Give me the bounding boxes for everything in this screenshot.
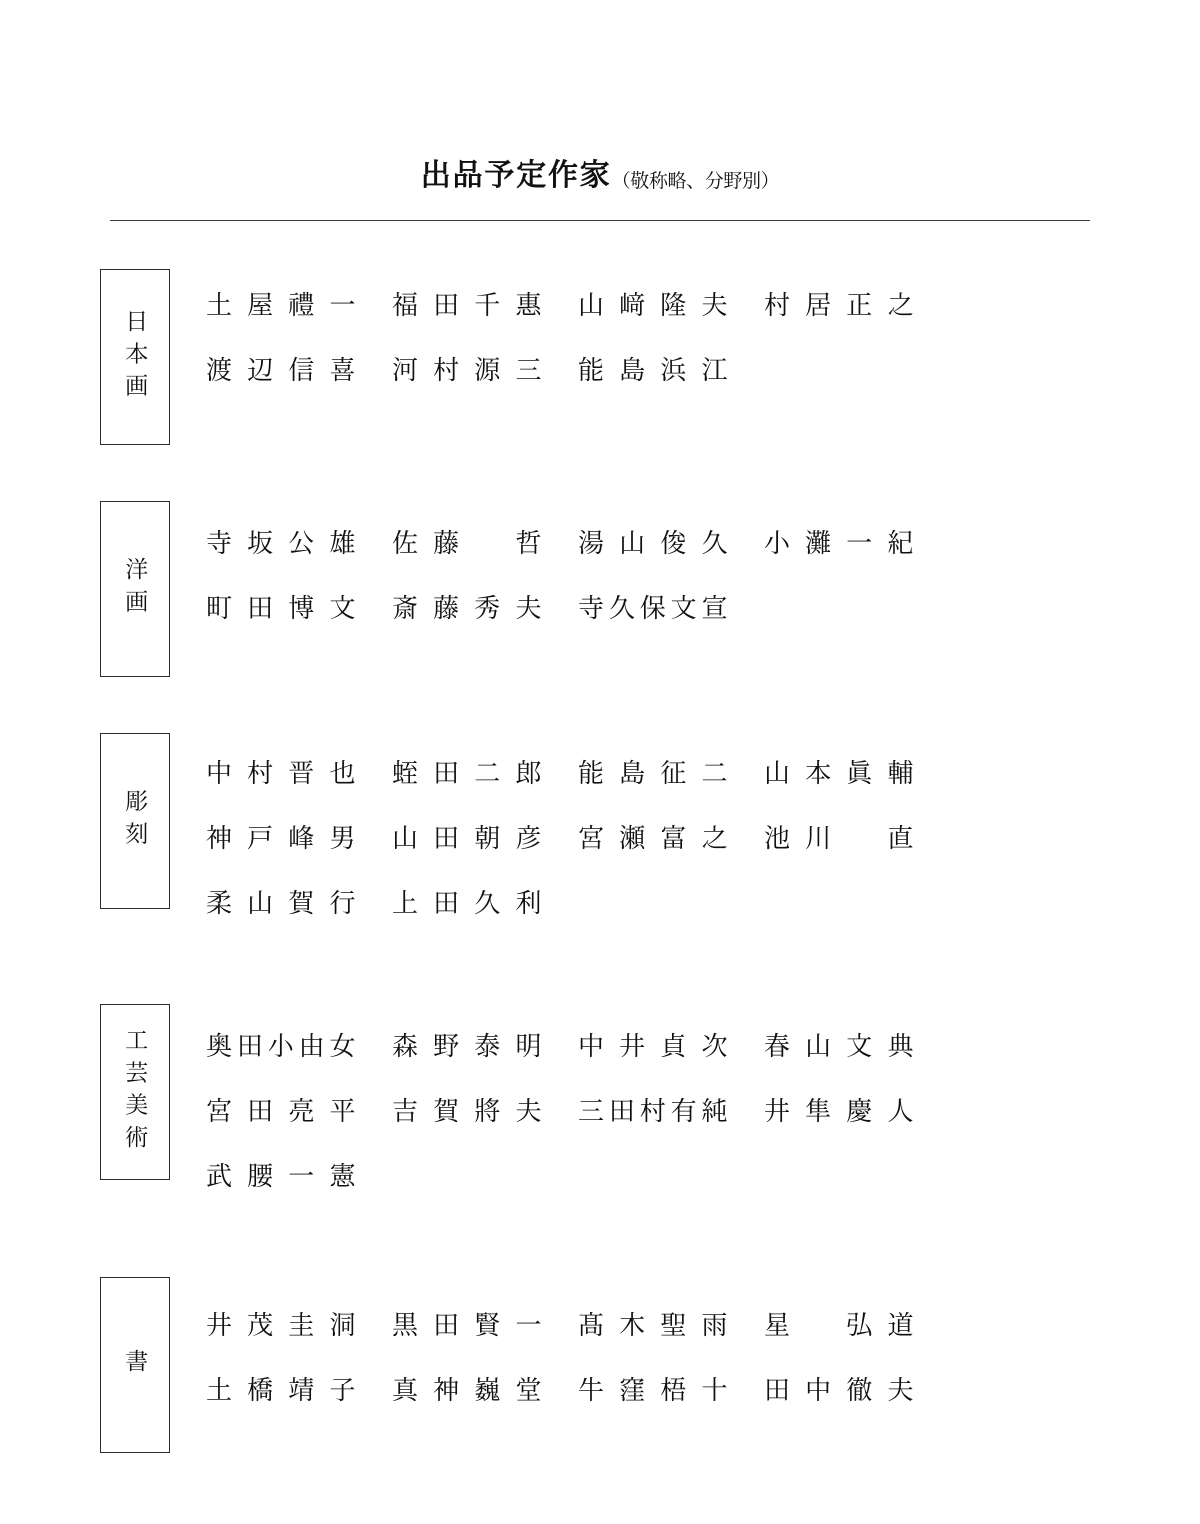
category-label: 洋画 bbox=[122, 556, 149, 622]
artist-name: 井茂圭洞 bbox=[206, 1310, 356, 1340]
artist-name: 山田朝彦 bbox=[392, 823, 542, 853]
artist-name: 宮瀬富之 bbox=[578, 823, 728, 853]
artist-name: 寺坂公雄 bbox=[206, 528, 356, 558]
artist-name: 神戸峰男 bbox=[206, 823, 356, 853]
name-list-nihonga bbox=[206, 269, 1100, 415]
artist-name: 中井貞次 bbox=[578, 1031, 728, 1061]
artist-name: 田中徹夫 bbox=[764, 1375, 914, 1405]
name-list-sho bbox=[206, 1277, 1100, 1435]
artist-name: 春山文典 bbox=[764, 1031, 914, 1061]
category-label: 書 bbox=[122, 1348, 149, 1382]
artist-name: 土橋靖子 bbox=[206, 1375, 356, 1405]
category-box-chokoku bbox=[100, 733, 170, 909]
name-list-chokoku bbox=[206, 733, 1100, 948]
artist-name: 柔山賀行 bbox=[206, 888, 356, 918]
artist-name: 寺久保文宣 bbox=[578, 593, 728, 623]
artist-name: 上田久利 bbox=[392, 888, 542, 918]
artist-sections bbox=[100, 221, 1100, 1453]
artist-name: 三田村有純 bbox=[578, 1096, 728, 1126]
artist-name: 井隼慶人 bbox=[764, 1096, 914, 1126]
section-sho bbox=[100, 1277, 1100, 1453]
artist-name: 福田千惠 bbox=[392, 290, 542, 320]
artist-name: 牛窪梧十 bbox=[578, 1375, 728, 1405]
artist-name: 中村晋也 bbox=[206, 758, 356, 788]
artist-name: 真神巍堂 bbox=[392, 1375, 542, 1405]
artist-name: 髙木聖雨 bbox=[578, 1310, 728, 1340]
artist-name: 武腰一憲 bbox=[206, 1161, 356, 1191]
name-list-yoga bbox=[206, 501, 1100, 653]
artist-name: 小灘一紀 bbox=[764, 528, 914, 558]
artist-name: 奥田小由女 bbox=[206, 1031, 356, 1061]
section-kogei bbox=[100, 1004, 1100, 1221]
category-label: 彫刻 bbox=[122, 788, 149, 854]
category-box-nihonga bbox=[100, 269, 170, 445]
artist-name: 蛭田二郎 bbox=[392, 758, 542, 788]
artist-name: 佐藤 哲 bbox=[392, 528, 542, 558]
artist-name: 村居正之 bbox=[764, 290, 914, 320]
category-label: 工芸美術 bbox=[122, 1027, 149, 1157]
section-chokoku bbox=[100, 733, 1100, 948]
artist-name: 宮田亮平 bbox=[206, 1096, 356, 1126]
artist-name: 山﨑隆夫 bbox=[578, 290, 728, 320]
artist-name: 町田博文 bbox=[206, 593, 356, 623]
artist-name: 池川 直 bbox=[764, 823, 914, 853]
artist-name: 能島征二 bbox=[578, 758, 728, 788]
artist-name: 能島浜江 bbox=[578, 355, 728, 385]
artist-name: 湯山俊久 bbox=[578, 528, 728, 558]
artist-name: 渡辺信喜 bbox=[206, 355, 356, 385]
artist-name: 山本眞輔 bbox=[764, 758, 914, 788]
page-title: 出品予定作家 bbox=[420, 159, 612, 192]
artist-name: 斎藤秀夫 bbox=[392, 593, 542, 623]
artist-name: 河村源三 bbox=[392, 355, 542, 385]
page-title-note: （敬称略、分野別） bbox=[611, 171, 780, 192]
section-yoga bbox=[100, 501, 1100, 677]
category-box-sho bbox=[100, 1277, 170, 1453]
name-list-kogei bbox=[206, 1004, 1100, 1221]
category-box-yoga bbox=[100, 501, 170, 677]
category-box-kogei bbox=[100, 1004, 170, 1180]
artist-name: 森野泰明 bbox=[392, 1031, 542, 1061]
section-nihonga bbox=[100, 269, 1100, 445]
artist-name: 吉賀將夫 bbox=[392, 1096, 542, 1126]
category-label: 日本画 bbox=[122, 308, 149, 406]
page-header bbox=[0, 0, 1200, 221]
artist-name: 星 弘道 bbox=[764, 1310, 914, 1340]
artist-name: 土屋禮一 bbox=[206, 290, 356, 320]
artist-name: 黒田賢一 bbox=[392, 1310, 542, 1340]
